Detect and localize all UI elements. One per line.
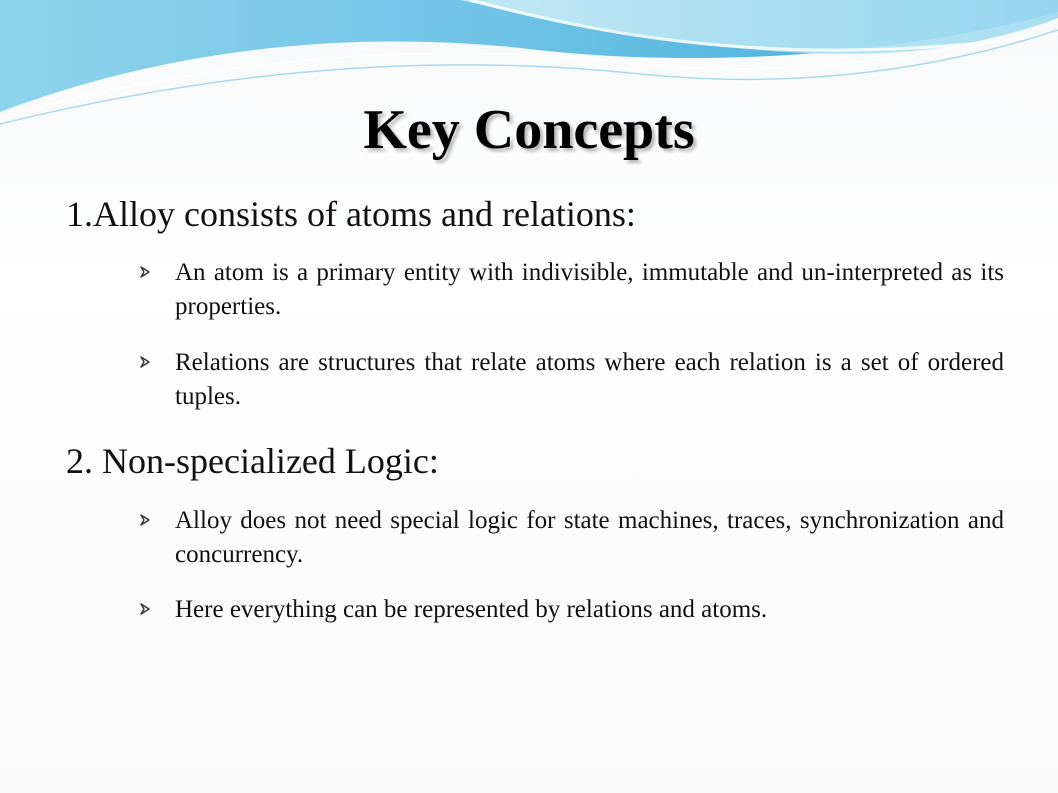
section-heading: 2. Non-specialized Logic: (66, 441, 439, 481)
bullet-text: Alloy does not need special logic for state machines, traces, synchronization and concurrency. (175, 507, 1004, 568)
slide-title: Key Concepts (363, 99, 695, 161)
list-item (138, 256, 1004, 324)
bullet-text: An atom is a primary entity with indivisible, immutable and un-interpreted as its properties. (175, 259, 1004, 320)
arrow-bullet-icon (138, 265, 152, 279)
list-item (138, 346, 1004, 414)
arrow-bullet-icon (138, 513, 152, 527)
arrow-bullet-icon (138, 602, 152, 616)
section-heading: 1.Alloy consists of atoms and relations: (66, 194, 636, 234)
arrow-bullet-icon (138, 355, 152, 369)
list-item (138, 504, 1004, 572)
bullet-text: Relations are structures that relate atoms where each relation is a set of ordered tuples. (175, 349, 1004, 410)
list-item (138, 593, 1004, 627)
bullet-text: Here everything can be represented by relations and atoms. (175, 596, 768, 623)
